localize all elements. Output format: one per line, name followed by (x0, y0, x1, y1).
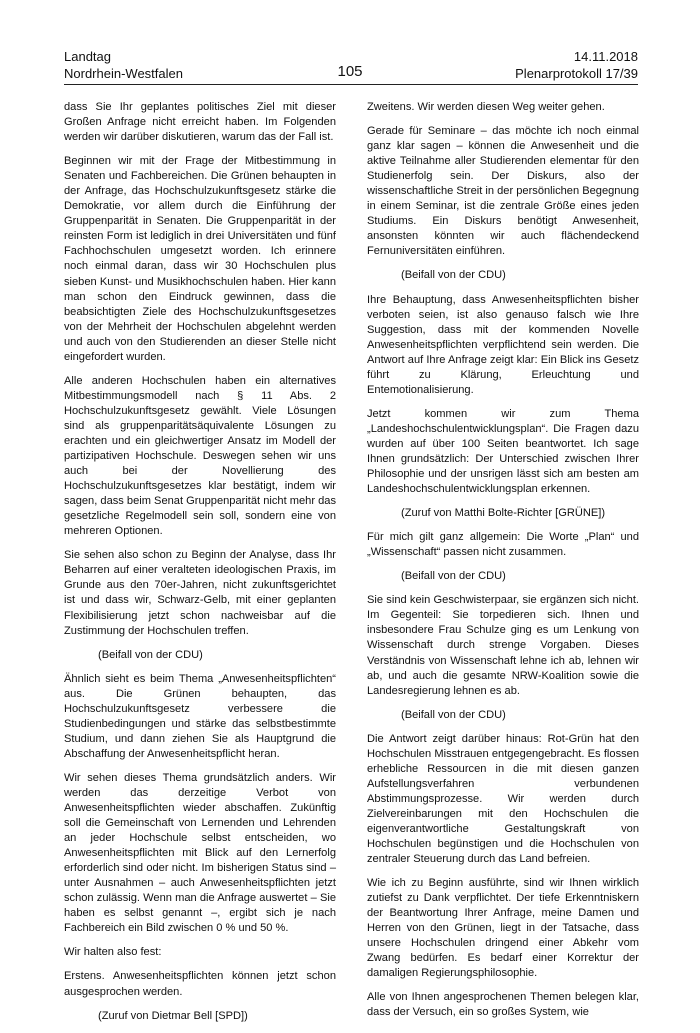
speech-paragraph: Beginnen wir mit der Frage der Mitbestimmung in Senaten und Fachbereichen. Die Grünen behaupten in der Anfrage, das Hochschulzukunftsgesetz stärke die Demokratie, vor allem durch die Einführung der Gruppenparität in Senaten. Die Gruppenparität in der reinsten Form ist lediglich in drei Universitäten und fünf Fachhochschulen umgesetzt worden. Ich erinnere noch einmal daran, dass wir 30 Hochschulen plus sieben Kunst- und Musikhochschulen haben. Hier kann man schon den Eindruck gewinnen, dass die beabsichtigten Ziele des Hochschulzukunftsgesetzes von der Mehrheit der Hochschulen abgelehnt werden und auch von den Studierenden an dieser Stelle nicht eingefordert wurden. (64, 155, 336, 363)
speech-paragraph: dass Sie Ihr geplantes politisches Ziel mit dieser Großen Anfrage nicht erreicht haben. Im Folgenden werden wir darüber diskutieren, warum das der Fall ist. (64, 101, 336, 144)
speech-paragraph: Alle von Ihnen angesprochenen Themen belegen klar, dass der Versuch, ein so großes System, wie (367, 991, 639, 1019)
speech-paragraph: Zweitens. Wir werden diesen Weg weiter gehen. (367, 101, 605, 113)
speech-paragraph: Sie sehen also schon zu Beginn der Analyse, dass Ihr Beharren auf einer veralteten ideologischen Praxis, im Grunde aus den 70er-Jahren, nicht zukunftsgerichtet ist und dass wir, Schwarz-Gelb, mit einer geplanten Flexibilisierung jetzt schon nachweisbar auf die Zustimmung der Hochschulen treffen. (64, 549, 336, 637)
speech-paragraph: Wir sehen dieses Thema grundsätzlich anders. Wir werden das derzeitige Verbot von Anwesenheitspflichten wieder abschaffen. Zukünftig soll die Gemeinschaft von Lernenden und Lehrenden an jeder Hochschule selbst entscheiden, wo Anwesenheitspflichten mit Blick auf den Lernerfolg erforderlich sind oder nicht. Im bisherigen Status sind – unter Ausnahmen – auch Anwesenheitspflichten jetzt schon zulässig. Wenn man die Anfrage auswertet – Sie haben es selbst genannt –, ergibt sich je nach Fachbereich ein Bild zwischen 0 % und 50 %. (64, 771, 336, 935)
right-text-column (367, 100, 639, 1030)
left-text-column (64, 100, 336, 1033)
interjection-remark: (Beifall von der CDU) (401, 708, 506, 721)
interjection-remark: (Zuruf von Matthi Bolte-Richter [GRÜNE]) (401, 507, 606, 520)
speech-paragraph: Sie sind kein Geschwisterpaar, sie ergänzen sich nicht. Im Gegenteil: Sie torpedieren sich. Ihnen und insbesondere Frau Schulze ging es um Lenkung von Wissenschaft durch strenge Vorgaben. Dieses Verständnis von Wissenschaft lehne ich ab, lehnen wir ab, und auch die gesamte NRW-Koalition sowie die Landesregierung lehnen es ab. (367, 594, 639, 697)
protocol-number: Plenarprotokoll 17/39 (515, 66, 638, 81)
session-date: 14.11.2018 (573, 49, 638, 64)
parliament-name: Landtag (64, 49, 111, 64)
speech-paragraph: Ihre Behauptung, dass Anwesenheitspflichten bisher verboten seien, ist also genauso falsch wie Ihre Suggestion, dass mit der kommenden Novelle Anwesenheitspflichten verpflichtend sein werden. Die Antwort auf Ihre Anfrage zeigt klar: Ein Blick ins Gesetz führt zu Klärung, Erleuchtung und Entemotionalisierung. (367, 293, 639, 396)
speech-paragraph: Wir halten also fest: (64, 946, 162, 959)
speech-paragraph: Wie ich zu Beginn ausführte, sind wir Ihnen wirklich zutiefst zu Dank verpflichtet. Der tiefe Erkenntniskern der Beantwortung Ihrer Anfrage, meine Damen und Herren von den Grünen, liegt in der Tatsache, dass unsere Hochschulen dringend einer Abkehr vom Zwang bedürfen. Es bedarf einer Korrektur der damaligen Regierungsphilosophie. (367, 877, 639, 980)
speech-paragraph: Ähnlich sieht es beim Thema „Anwesenheitspflichten“ aus. Die Grünen behaupten, das Hochschulzukunftsgesetz verbessere die Studienbedingungen und stärke das selbstbestimmte Studium, und dann ziehen Sie als Hauptgrund die Abschaffung der Anwesenheitspflicht heran. (64, 672, 336, 760)
state-name: Nordrhein-Westfalen (64, 66, 183, 81)
speech-paragraph: Jetzt kommen wir zum Thema „Landeshochschulentwicklungsplan“. Die Fragen dazu wurden auf über 100 Seiten beantwortet. Ich sage Ihnen grundsätzlich: Der Unterschied zwischen Ihrer Philosophie und der unsrigen lässt sich am besten am Landeshochschulentwicklungsplan erkennen. (367, 407, 639, 496)
interjection-remark: (Beifall von der CDU) (401, 269, 506, 282)
interjection-remark: (Zuruf von Dietmar Bell [SPD]) (98, 1009, 248, 1022)
interjection-remark: (Beifall von der CDU) (401, 570, 506, 583)
speech-paragraph: Gerade für Seminare – das möchte ich noch einmal ganz klar sagen – können die Anwesenheit und die aktive Teilnahme aller Studierenden elementar für den Studienerfolg sein. Der Diskurs, also der wissenschaftliche Streit in der persönlichen Begegnung in einem Seminar, ist die zentrale Größe eines jeden Studiums. Ein Diskurs benötigt Anwesenheit, ansonsten könnten wir auch flächendeckend Fernuniversitäten einführen. (367, 125, 639, 258)
speech-paragraph: Für mich gilt ganz allgemein: Die Worte „Plan“ und „Wissenschaft“ passen nicht zusammen. (367, 531, 639, 559)
page-header-right (515, 48, 638, 82)
header-divider (64, 84, 638, 85)
speech-paragraph: Alle anderen Hochschulen haben ein alternatives Mitbestimmungsmodell nach § 11 Abs. 2 Hochschulzukunftsgesetz gewählt. Viele Lösungen sind als gruppenparitätsäquivalente Lösungen zu erachten und ein gleichwertiger Ansatz im Modell der partizipativen Hochschule. Deswegen sehen wir uns auch bei der Novellierung des Hochschulzukunftsgesetzes klar bestätigt, indem wir sagen, dass beim Senat Gruppenparität nicht mehr das gesetzliche Regelmodell sein soll, sondern eine von mehreren Optionen. (64, 374, 336, 538)
interjection-remark: (Beifall von der CDU) (98, 648, 203, 661)
page-number: 105 (337, 63, 363, 80)
speech-paragraph: Die Antwort zeigt darüber hinaus: Rot-Grün hat den Hochschulen Misstrauen entgegengebracht. Es flossen erhebliche Ressourcen in die mit diesen ganzen Aufstellungsverfahren verbundenen Abstimmungsprozesse. Wir werden durch Zielvereinbarungen mit den Hochschulen die eigenverantwortliche Gestaltungskraft von Hochschulen begünstigen und die Hochschulen von zentraler Steuerung durch das Land befreien. (367, 732, 639, 866)
speech-paragraph: Erstens. Anwesenheitspflichten können jetzt schon ausgesprochen werden. (64, 970, 336, 998)
